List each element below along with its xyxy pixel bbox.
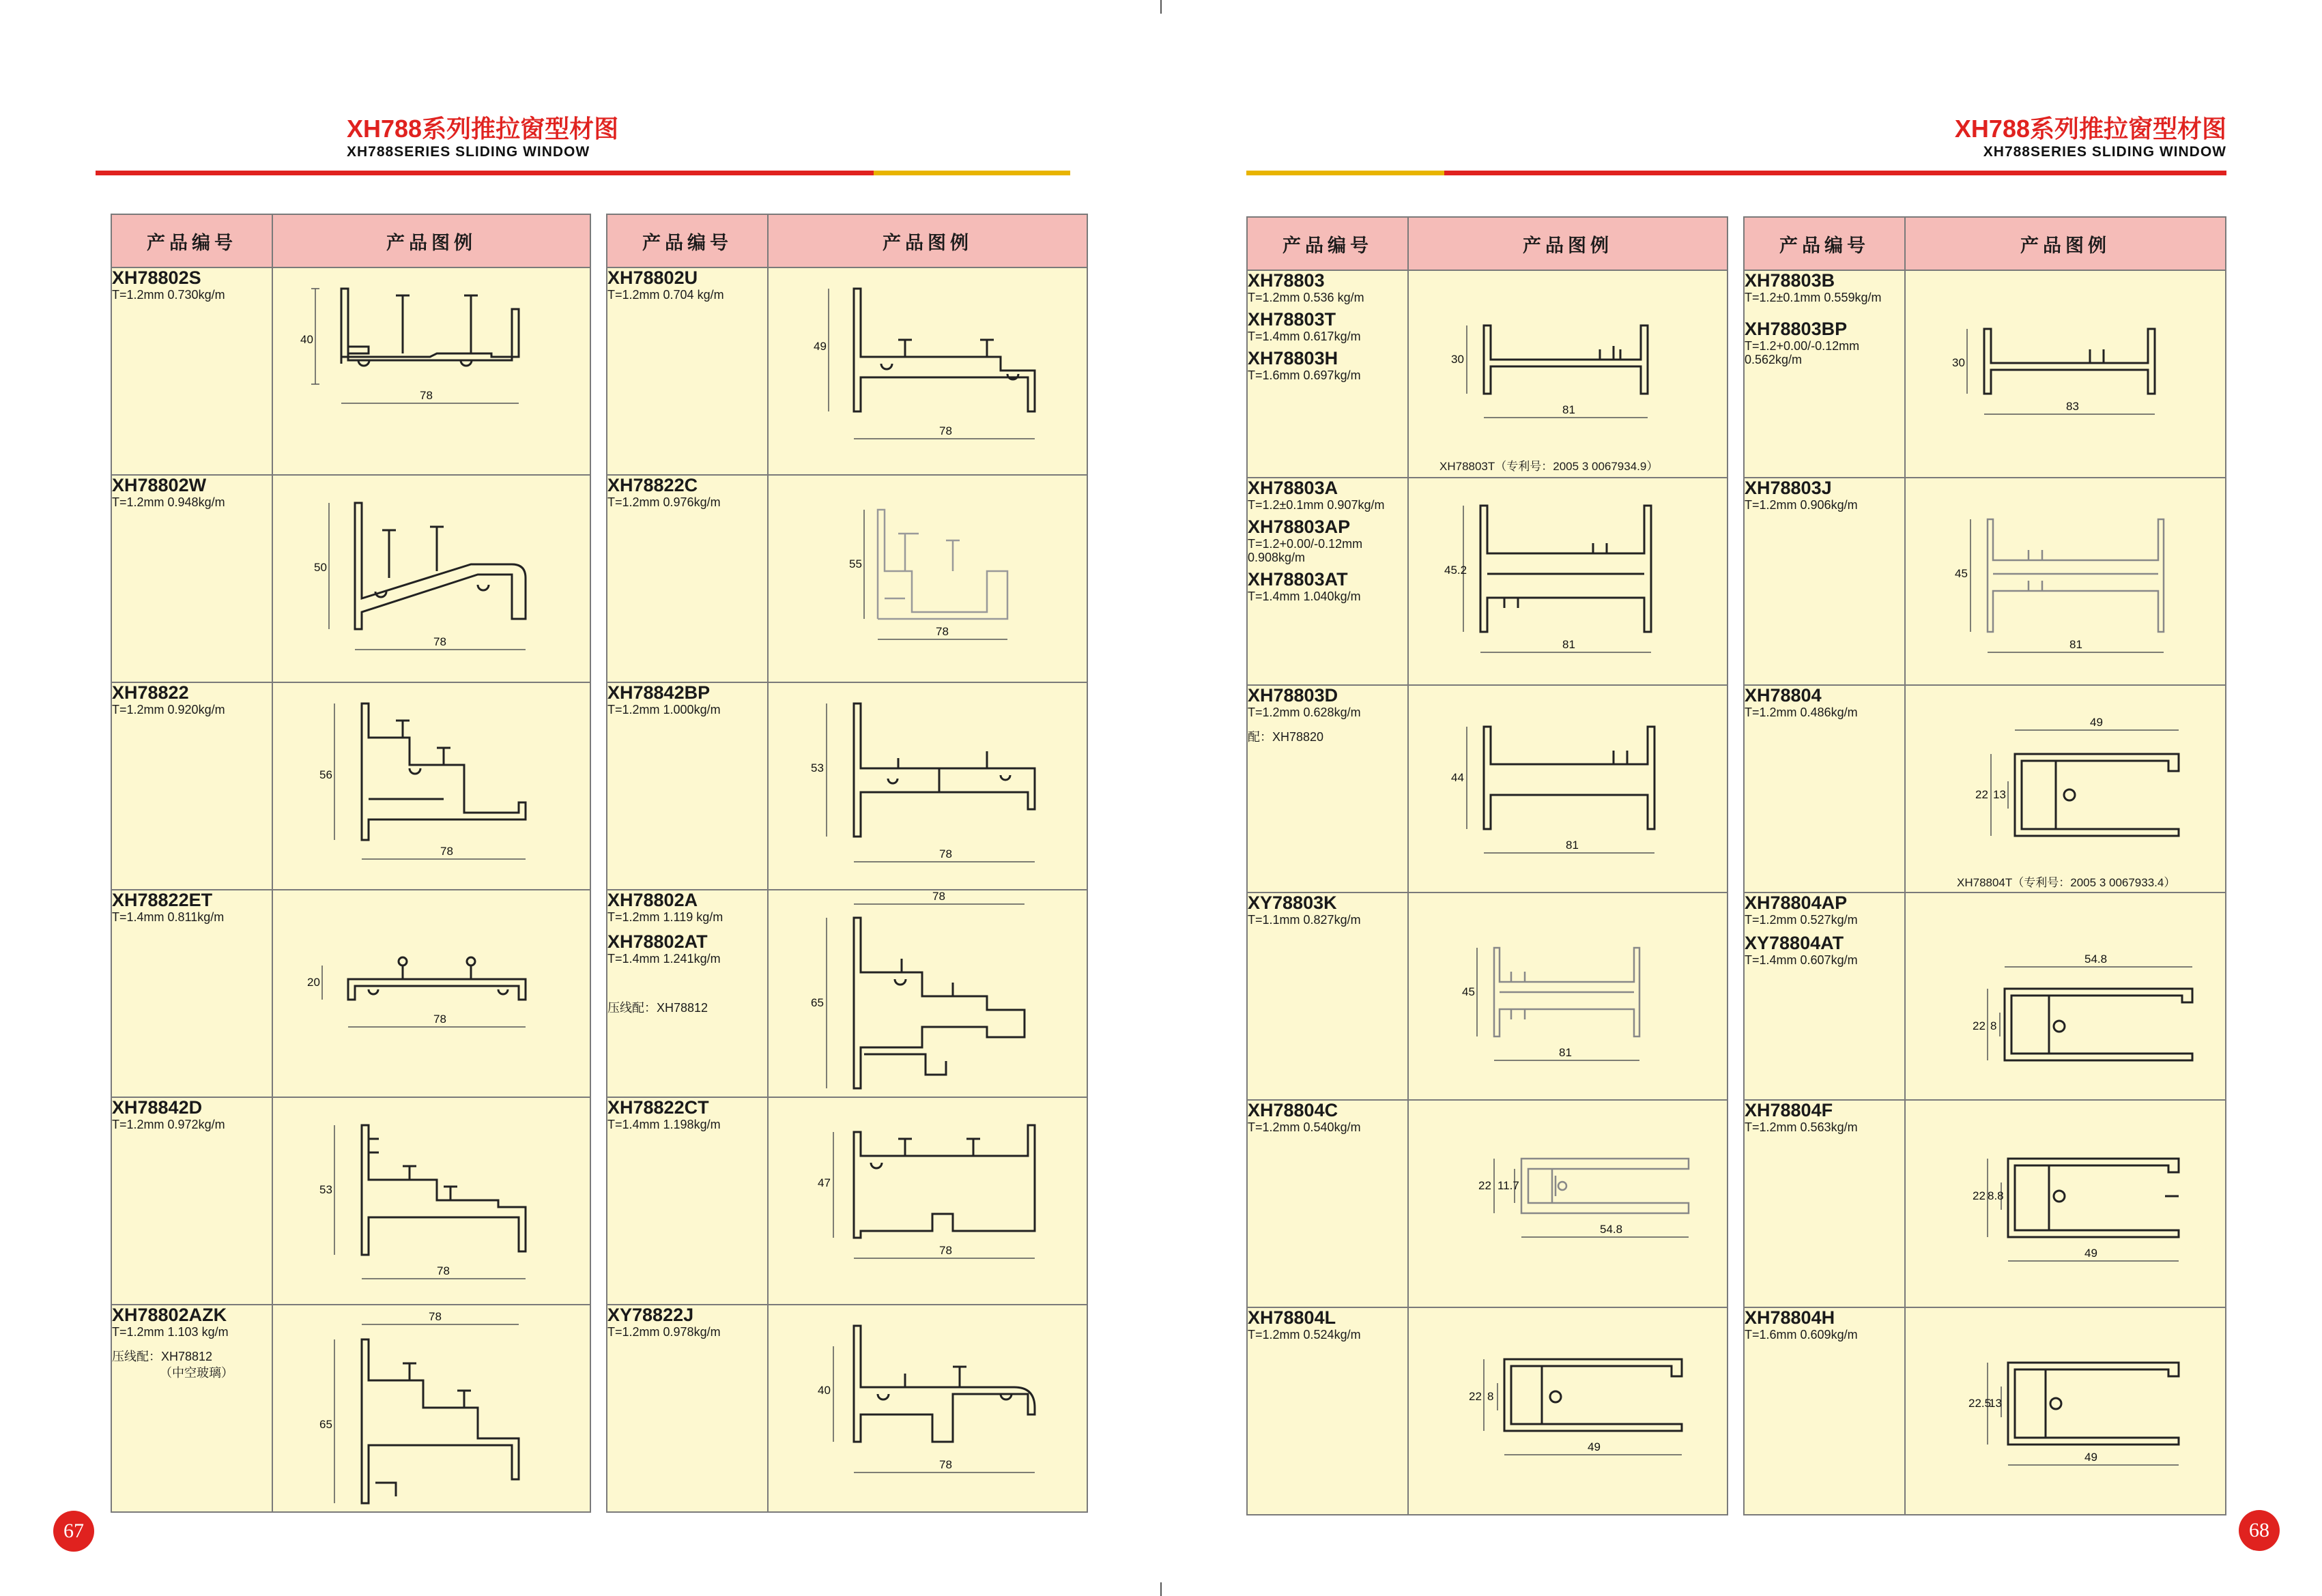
height-label: 47 — [818, 1176, 831, 1189]
height-label-inner: 13 — [1989, 1397, 2002, 1410]
product-cell — [1247, 270, 1408, 478]
product-cell — [607, 267, 768, 475]
figure-cell — [1905, 478, 2226, 685]
product-code: XH78803BP — [1745, 319, 1848, 339]
product-code: XH78822CT — [607, 1097, 709, 1118]
profile-drawing — [273, 1098, 590, 1303]
product-spec: T=1.2mm 1.119 kg/m — [607, 910, 723, 924]
width-label: 78 — [939, 1244, 952, 1257]
height-label: 56 — [319, 768, 332, 781]
height-label: 44 — [1451, 771, 1464, 784]
product-cell — [1744, 1100, 1905, 1307]
width-label: 78 — [939, 424, 952, 437]
height-label: 30 — [1952, 356, 1965, 369]
product-code: XH78803J — [1745, 478, 1832, 498]
figure-cell — [768, 475, 1087, 682]
profile-drawing — [1906, 893, 2225, 1098]
height-label-inner: 11.7 — [1497, 1179, 1519, 1192]
product-cell — [111, 890, 272, 1097]
product-cell — [1744, 478, 1905, 685]
product-spec: T=1.4mm 0.607kg/m — [1745, 953, 1858, 967]
product-spec: T=1.2mm 0.972kg/m — [112, 1118, 225, 1131]
profile-drawing — [1906, 478, 2225, 683]
title-rule-gold — [1246, 171, 1444, 175]
width-label: 81 — [1559, 1046, 1572, 1059]
height-label: 30 — [1451, 353, 1464, 366]
product-spec: T=1.6mm 0.697kg/m — [1248, 368, 1361, 382]
product-code: XH78803H — [1248, 348, 1338, 368]
width-label: 49 — [2090, 716, 2103, 729]
width-label: 78 — [433, 635, 446, 648]
width-label: 78 — [420, 389, 433, 402]
product-spec: T=1.2mm 1.000kg/m — [607, 703, 721, 716]
width-label: 78 — [939, 847, 952, 860]
width-label: 78 — [440, 845, 453, 858]
width-label: 81 — [1566, 839, 1579, 852]
figure-cell — [1905, 1307, 2226, 1515]
figure-cell — [1905, 893, 2226, 1100]
product-cell — [111, 1305, 272, 1512]
width-label: 78 — [437, 1264, 450, 1277]
header-figure: 产品图例 — [1905, 217, 2226, 270]
product-spec: T=1.2±0.1mm 0.907kg/m — [1248, 498, 1385, 512]
product-cell — [1744, 1307, 1905, 1515]
product-spec: T=1.2mm 0.563kg/m — [1745, 1120, 1858, 1134]
product-cell — [607, 475, 768, 682]
product-spec: T=1.2±0.1mm 0.559kg/m — [1745, 291, 1882, 304]
product-cell — [1247, 1100, 1408, 1307]
width-label: 78 — [429, 1310, 442, 1323]
figure-cell — [1905, 1100, 2226, 1307]
width-label: 49 — [1588, 1440, 1601, 1453]
product-spec: T=1.4mm 0.811kg/m — [112, 910, 225, 924]
height-label-inner: 13 — [1993, 788, 2006, 801]
product-code: XH78842D — [112, 1097, 203, 1118]
product-spec: T=1.2+0.00/-0.12mm 0.908kg/m — [1248, 537, 1363, 564]
product-code: XH78803A — [1248, 478, 1338, 498]
product-spec: T=1.2mm 0.527kg/m — [1745, 913, 1858, 927]
width-label: 49 — [2084, 1247, 2097, 1260]
product-cell — [607, 1305, 768, 1512]
page-title — [347, 115, 618, 161]
figure-cell — [768, 1305, 1087, 1512]
product-cell — [1744, 685, 1905, 893]
product-code: XH78804AP — [1745, 893, 1848, 913]
product-code: XH78802A — [607, 890, 698, 910]
profile-drawing — [769, 1305, 1087, 1510]
width-label: 81 — [1562, 638, 1575, 651]
product-code: XH78803T — [1248, 309, 1336, 330]
product-code: XH78804H — [1745, 1307, 1835, 1328]
figure-cell — [272, 1097, 590, 1305]
figure-cell — [272, 475, 590, 682]
figure-cell — [1408, 478, 1728, 685]
height-label: 53 — [319, 1183, 332, 1196]
product-spec: T=1.4mm 0.617kg/m — [1248, 330, 1361, 343]
figure-cell — [768, 267, 1087, 475]
profile-drawing — [1409, 478, 1727, 683]
product-code: XY78804AT — [1745, 933, 1844, 953]
product-code: XH78803D — [1248, 685, 1338, 706]
figure-cell — [768, 1097, 1087, 1305]
product-code: XY78822J — [607, 1305, 694, 1325]
profile-drawing — [1906, 1101, 2225, 1305]
height-label: 22 — [1973, 1019, 1986, 1032]
product-code: XH78804 — [1745, 685, 1822, 706]
product-code: XH78803B — [1745, 270, 1835, 291]
product-spec: T=1.2mm 0.628kg/m — [1248, 706, 1361, 719]
product-cell — [111, 1097, 272, 1305]
height-label: 65 — [811, 996, 824, 1009]
figure-cell — [768, 682, 1087, 890]
page-number: 67 — [53, 1511, 94, 1552]
product-code: XH78804L — [1248, 1307, 1336, 1328]
product-code: XH78804C — [1248, 1100, 1338, 1120]
header-code: 产品编号 — [607, 214, 768, 267]
title-rule-red — [96, 171, 874, 175]
height-label-inner: 8 — [1990, 1019, 1997, 1032]
product-code: XH78822 — [112, 682, 189, 703]
figure-cell — [1905, 270, 2226, 478]
width-label: 81 — [2069, 638, 2082, 651]
height-label: 22 — [1469, 1390, 1482, 1403]
height-label: 22 — [1973, 1189, 1986, 1202]
profile-drawing — [1409, 1308, 1727, 1513]
page-number: 68 — [2239, 1510, 2280, 1551]
header-code: 产品编号 — [111, 214, 272, 267]
profile-drawing — [273, 890, 590, 1095]
profile-drawing — [273, 476, 590, 680]
product-spec: T=1.2mm 0.976kg/m — [607, 495, 721, 509]
height-label: 55 — [849, 557, 862, 570]
figure-cell — [1905, 685, 2226, 893]
product-code: XH78803 — [1248, 270, 1325, 291]
product-cell — [607, 890, 768, 1097]
figure-cell — [1408, 270, 1728, 478]
product-spec: T=1.1mm 0.827kg/m — [1248, 913, 1361, 927]
figure-cell — [1408, 685, 1728, 893]
title-english: XH788SERIES SLIDING WINDOW — [347, 144, 590, 160]
catalog-table — [1743, 216, 2226, 1515]
product-note: （中空玻璃） — [160, 1366, 233, 1380]
product-spec: T=1.4mm 1.040kg/m — [1248, 590, 1361, 603]
figure-cell — [1408, 1100, 1728, 1307]
product-code: XH78822ET — [112, 890, 213, 910]
product-spec: T=1.2mm 0.704 kg/m — [607, 288, 724, 302]
header-code: 产品编号 — [1247, 217, 1408, 270]
product-cell — [111, 475, 272, 682]
profile-drawing — [769, 890, 1087, 1095]
product-spec: T=1.2mm 0.906kg/m — [1745, 498, 1858, 512]
figure-cell — [272, 682, 590, 890]
patent-caption: XH78803T（专利号：2005 3 0067934.9） — [1439, 460, 1659, 473]
product-code: XY78803K — [1248, 893, 1337, 913]
width-label: 54.8 — [2084, 953, 2108, 966]
height-label: 40 — [300, 333, 313, 346]
product-cell — [1247, 478, 1408, 685]
product-cell — [111, 682, 272, 890]
height-label: 22 — [1975, 788, 1988, 801]
profile-drawing — [769, 476, 1087, 680]
height-label: 50 — [314, 561, 327, 574]
catalog-table — [606, 214, 1088, 1513]
width-label: 81 — [1562, 403, 1575, 416]
figure-cell — [1408, 893, 1728, 1100]
product-code: XH78802AZK — [112, 1305, 227, 1325]
product-cell — [1247, 893, 1408, 1100]
product-code: XH78802S — [112, 267, 201, 288]
product-code: XH78842BP — [607, 682, 711, 703]
product-code: XH78803AP — [1248, 517, 1351, 537]
profile-drawing — [273, 268, 590, 473]
product-spec: T=1.4mm 1.198kg/m — [607, 1118, 721, 1131]
product-code: XH78803AT — [1248, 569, 1348, 590]
profile-drawing — [1409, 686, 1727, 890]
figure-cell — [272, 890, 590, 1097]
width-label: 83 — [2066, 400, 2079, 413]
product-cell — [607, 1097, 768, 1305]
product-spec: T=1.2mm 1.103 kg/m — [112, 1325, 229, 1339]
height-label: 45.2 — [1444, 564, 1467, 577]
profile-drawing — [769, 1098, 1087, 1303]
width-label: 78 — [433, 1013, 446, 1026]
product-spec: T=1.2mm 0.730kg/m — [112, 288, 225, 302]
figure-cell — [768, 890, 1087, 1097]
height-label: 40 — [818, 1384, 831, 1397]
width-label: 78 — [936, 625, 949, 638]
product-spec: T=1.2mm 0.540kg/m — [1248, 1120, 1361, 1134]
product-spec: T=1.2mm 0.486kg/m — [1745, 706, 1858, 719]
product-spec: T=1.2mm 0.948kg/m — [112, 495, 225, 509]
header-figure: 产品图例 — [1408, 217, 1728, 270]
title-english: XH788SERIES SLIDING WINDOW — [1983, 144, 2226, 160]
product-note: 配：XH78820 — [1248, 730, 1324, 744]
product-spec: T=1.4mm 1.241kg/m — [607, 952, 721, 966]
header-figure: 产品图例 — [272, 214, 590, 267]
right-page — [1161, 0, 2322, 1596]
width-label: 78 — [939, 1458, 952, 1471]
height-label: 49 — [814, 340, 827, 353]
width-label: 54.8 — [1600, 1223, 1623, 1236]
height-label-inner: 8.8 — [1988, 1189, 2004, 1202]
profile-drawing — [1906, 686, 2225, 890]
product-code: XH78802W — [112, 475, 207, 495]
height-label: 20 — [307, 976, 320, 989]
product-code: XH78802U — [607, 267, 698, 288]
height-label: 22.5 — [1968, 1397, 1992, 1410]
profile-drawing — [769, 268, 1087, 473]
product-cell — [1744, 270, 1905, 478]
figure-cell — [272, 267, 590, 475]
product-cell — [111, 267, 272, 475]
product-cell — [1247, 1307, 1408, 1515]
product-code: XH78802AT — [607, 931, 708, 952]
title-chinese: XH788系列推拉窗型材图 — [1954, 115, 2226, 143]
page-title — [1955, 115, 2226, 161]
product-spec: T=1.2mm 0.524kg/m — [1248, 1328, 1361, 1341]
profile-drawing — [769, 683, 1087, 888]
product-cell — [607, 682, 768, 890]
figure-cell — [272, 1305, 590, 1512]
profile-drawing — [1906, 1308, 2225, 1513]
title-rule-gold — [874, 171, 1070, 175]
figure-cell — [1408, 1307, 1728, 1515]
product-spec: T=1.2mm 0.536 kg/m — [1248, 291, 1364, 304]
product-note: 压线配：XH78812 — [112, 1350, 213, 1363]
product-spec: T=1.2mm 0.978kg/m — [607, 1325, 721, 1339]
product-spec: T=1.6mm 0.609kg/m — [1745, 1328, 1858, 1341]
product-code: XH78822C — [607, 475, 698, 495]
title-chinese: XH788系列推拉窗型材图 — [347, 115, 619, 143]
header-figure: 产品图例 — [768, 214, 1087, 267]
header-code: 产品编号 — [1744, 217, 1905, 270]
height-label: 53 — [811, 761, 824, 774]
product-spec: T=1.2+0.00/-0.12mm 0.562kg/m — [1745, 339, 1860, 366]
height-label: 65 — [319, 1418, 332, 1431]
profile-drawing — [273, 683, 590, 888]
profile-drawing — [1906, 271, 2225, 476]
product-note: 压线配：XH78812 — [607, 1001, 708, 1015]
width-label: 78 — [932, 890, 945, 903]
product-spec: T=1.2mm 0.920kg/m — [112, 703, 225, 716]
width-label: 49 — [2084, 1451, 2097, 1464]
height-label: 22 — [1478, 1179, 1491, 1192]
height-label: 45 — [1955, 567, 1968, 580]
profile-drawing — [1409, 1101, 1727, 1305]
catalog-table — [111, 214, 591, 1513]
profile-drawing — [273, 1305, 590, 1510]
product-cell — [1247, 685, 1408, 893]
title-rule-red — [1444, 171, 2226, 175]
height-label: 45 — [1462, 985, 1475, 998]
product-cell — [1744, 893, 1905, 1100]
patent-caption: XH78804T（专利号：2005 3 0067933.4） — [1957, 876, 2176, 889]
product-code: XH78804F — [1745, 1100, 1833, 1120]
profile-drawing — [1409, 271, 1727, 476]
profile-drawing — [1409, 893, 1727, 1098]
height-label-inner: 8 — [1487, 1390, 1494, 1403]
catalog-table — [1246, 216, 1728, 1515]
